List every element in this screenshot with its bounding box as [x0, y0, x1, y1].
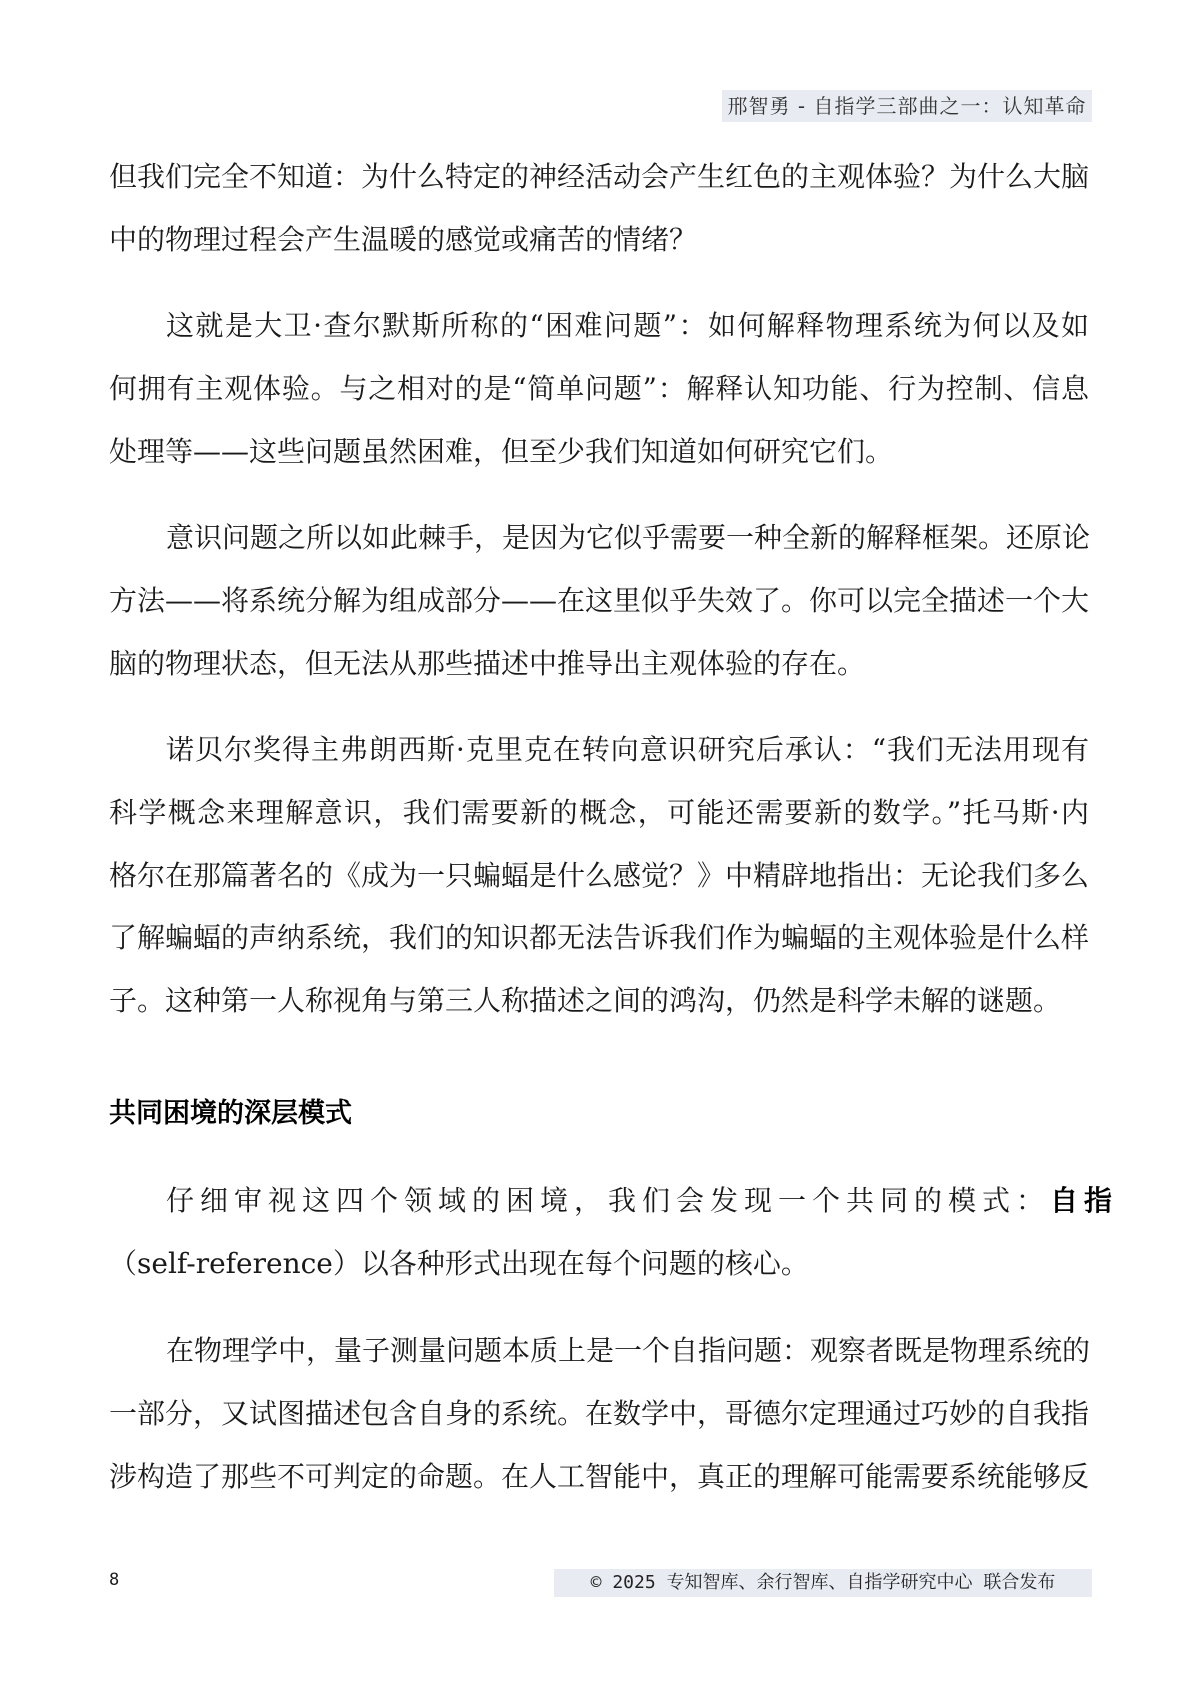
paragraph-line: 涉构造了那些不可判定的命题。在人工智能中，真正的理解可能需要系统能够反 [109, 1460, 1090, 1493]
paragraph-line: 在物理学中，量子测量问题本质上是一个自指问题：观察者既是物理系统的 [166, 1334, 1091, 1367]
paragraph-line: 这就是大卫·查尔默斯所称的“困难问题”：如何解释物理系统为何以及如 [166, 309, 1089, 342]
paragraph-line: 格尔在那篇著名的《成为一只蝙蝠是什么感觉？》中精辟地指出：无论我们多么 [109, 859, 1090, 892]
section-heading: 共同困境的深层模式 [109, 1098, 352, 1129]
bold-term: 自指 [1050, 1184, 1119, 1217]
page-number: 8 [109, 1570, 120, 1590]
paragraph-line: 但我们完全不知道：为什么特定的神经活动会产生红色的主观体验？为什么大脑 [109, 160, 1090, 193]
paragraph-line: 中的物理过程会产生温暖的感觉或痛苦的情绪？ [109, 223, 698, 256]
footer-copyright: © 2025 专知智库、余行智库、自指学研究中心 联合发布 [554, 1569, 1092, 1597]
paragraph-line: 科学概念来理解意识，我们需要新的概念，可能还需要新的数学。”托马斯·内 [109, 796, 1089, 829]
running-header: 邢智勇 - 自指学三部曲之一：认知革命 [722, 90, 1092, 122]
paragraph-line: 了解蝙蝠的声纳系统，我们的知识都无法告诉我们作为蝙蝠的主观体验是什么样 [109, 921, 1090, 954]
paragraph-line [166, 1169, 1119, 1232]
paragraph-line: 何拥有主观体验。与之相对的是“简单问题”：解释认知功能、行为控制、信息 [109, 372, 1089, 405]
paragraph-line: 诺贝尔奖得主弗朗西斯·克里克在转向意识研究后承认：“我们无法用现有 [166, 733, 1089, 766]
paragraph-line: 脑的物理状态，但无法从那些描述中推导出主观体验的存在。 [109, 647, 866, 680]
paragraph-line: 处理等——这些问题虽然困难，但至少我们知道如何研究它们。 [109, 435, 894, 468]
paragraph-line: （self-reference）以各种形式出现在每个问题的核心。 [109, 1247, 809, 1280]
paragraph-line: 意识问题之所以如此棘手，是因为它似乎需要一种全新的解释框架。还原论 [166, 521, 1091, 554]
paragraph-text: 仔细审视这四个领域的困境，我们会发现一个共同的模式： [166, 1184, 1051, 1217]
paragraph-line: 子。这种第一人称视角与第三人称描述之间的鸿沟，仍然是科学未解的谜题。 [109, 984, 1062, 1017]
paragraph-line: 一部分，又试图描述包含自身的系统。在数学中，哥德尔定理通过巧妙的自我指 [109, 1397, 1090, 1430]
paragraph-line: 方法——将系统分解为组成部分——在这里似乎失效了。你可以完全描述一个大 [109, 584, 1090, 617]
